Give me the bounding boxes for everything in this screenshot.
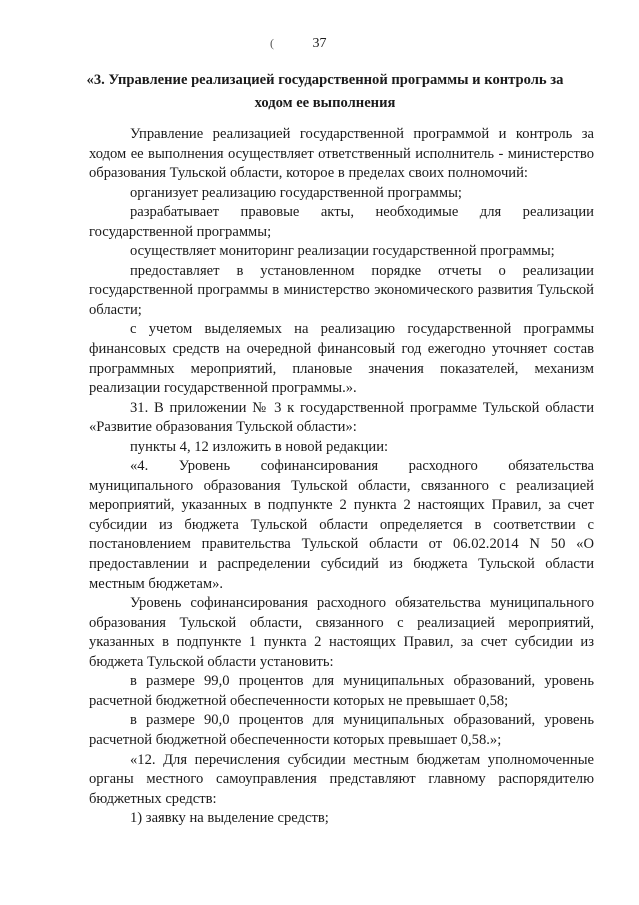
paragraph: Уровень софинансирования расходного обязательства муниципального образования Тульской области, связанного с реализацией мероприятий, указанных в подпункте 1 пункта 2 настоящих Правил, за счет субсидии из бюджета Тульской области установить:: [89, 595, 594, 670]
paragraph: в размере 90,0 процентов для муниципальных образований, уровень расчетной бюджетной обеспеченности которых превышает 0,58.»;: [89, 712, 594, 748]
paragraph: организует реализацию государственной программы;: [130, 184, 462, 201]
paragraph: предоставляет в установленном порядке отчеты о реализации государственной программы в министерство экономического развития Тульской области;: [89, 262, 594, 318]
scan-mark: (: [270, 36, 274, 50]
paragraph: осуществляет мониторинг реализации государственной программы;: [130, 243, 555, 260]
section-heading: «3. Управление реализацией государственной программы и контроль за ходом ее выполнения: [86, 72, 564, 111]
page-number: 37: [312, 36, 327, 51]
document-body: [89, 125, 594, 829]
paragraph: «12. Для перечисления субсидии местным бюджетам уполномоченные органы местного самоуправления представляют главному распорядителю бюджетных средств:: [89, 751, 594, 807]
paragraph: Управление реализацией государственной программой и контроль за ходом ее выполнения осуществляет ответственный исполнитель - министерство образования Тульской области, которое в пределах своих полномочий:: [89, 126, 594, 182]
paragraph: «4. Уровень софинансирования расходного обязательства муниципального образования Тульской области, связанного с реализацией мероприятий, указанных в подпункте 2 пункта 2 настоящих Правил, за счет субсидии из бюджета Тульской области определяется в соответствии с постановлением правительства Тульской области от 06.02.2014 N 50 «О предоставлении и распределении субсидий из бюджета Тульской области местным бюджетам».: [89, 458, 594, 592]
paragraph: с учетом выделяемых на реализацию государственной программы финансовых средств на очередной финансовый год ежегодно уточняет состав программных мероприятий, плановые значения показателей, механизм реализации государственной программы.».: [89, 321, 594, 397]
paragraph: пункты 4, 12 изложить в новой редакции:: [130, 438, 389, 455]
paragraph: 31. В приложении № 3 к государственной программе Тульской области «Развитие образования Тульской области»:: [89, 399, 594, 436]
paragraph: в размере 99,0 процентов для муниципальных образований, уровень расчетной бюджетной обеспеченности которых не превышает 0,58;: [89, 673, 594, 709]
paragraph: разрабатывает правовые акты, необходимые для реализации государственной программы;: [89, 204, 594, 240]
paragraph: 1) заявку на выделение средств;: [130, 810, 329, 827]
